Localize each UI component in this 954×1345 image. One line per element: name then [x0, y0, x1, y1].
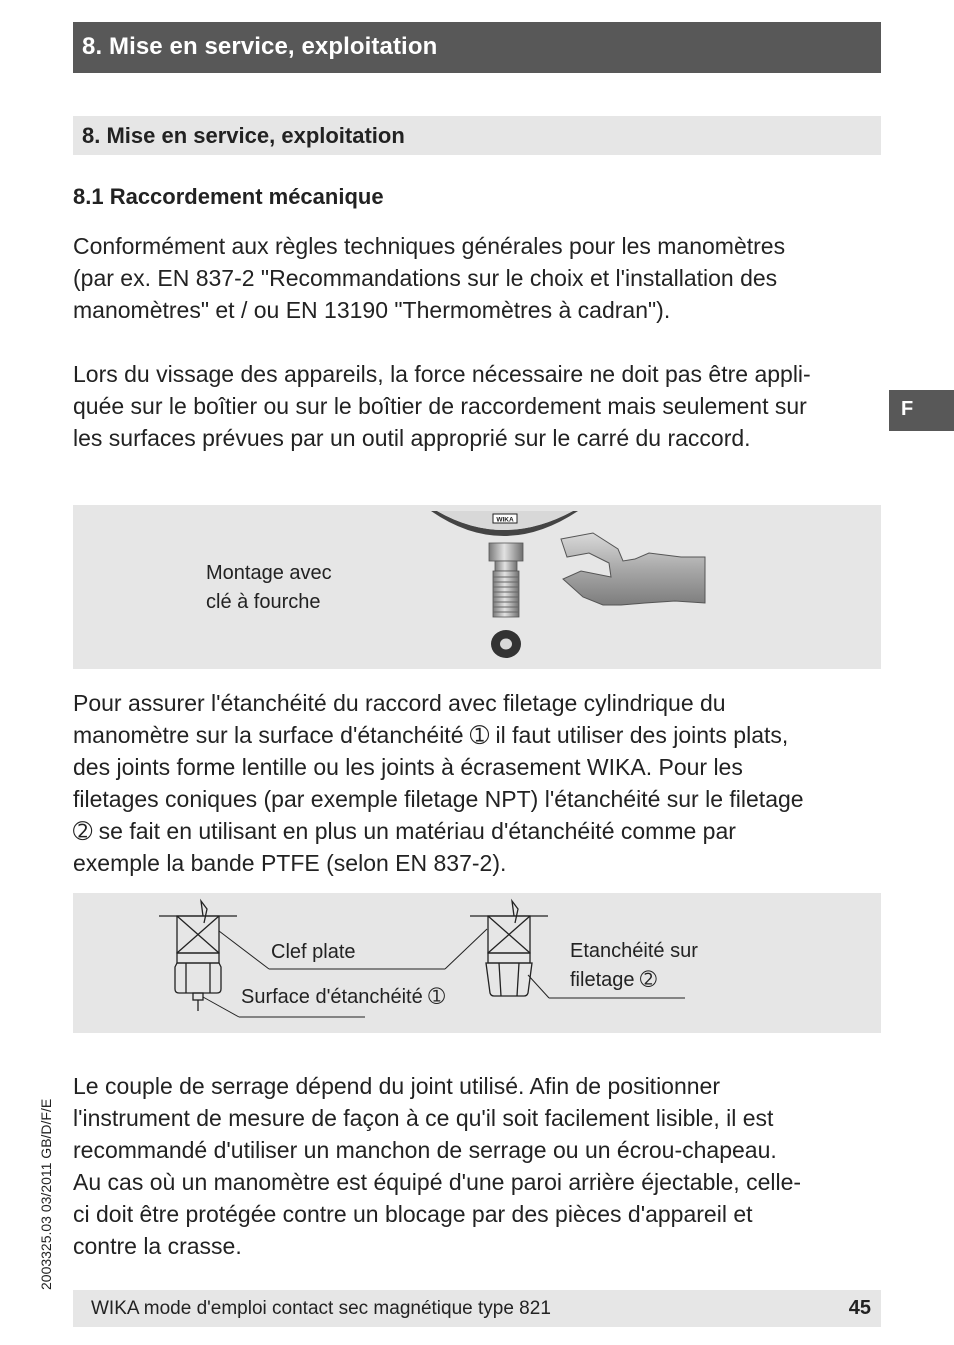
label-clef-plate: Clef plate [271, 941, 356, 963]
chapter-title: 8. Mise en service, exploitation [82, 33, 438, 60]
paragraph-sealing: Pour assurer l'étanchéité du raccord avec filetage cylindrique du manomètre sur la surface d'étanchéité ➀ il faut utiliser des joints plats, des joints forme lentille ou les joints à écrasement WIKA. Pour les filetages coniques (par exemple filetage NPT) l'étanchéité sur le filetage ➁ se fait en utilisant en plus un matériau d'étanchéité comme par exemple la bande PTFE (selon EN 837-2). [73, 690, 804, 876]
language-tab-f: F [889, 390, 954, 431]
paragraph-torque: Le couple de serrage dépend du joint utilisé. Afin de positionner l'instrument de mesure de façon à ce qu'il soit facilement lisible, il est recommandé d'utiliser un manchon de serrage ou un écrou-chapeau. Au cas où un manomètre est équipé d'une paroi arrière éjectable, celle- ci doit être protégée contre un blocage par des pièces d'appareil et contre la crasse. [73, 1073, 802, 1259]
gauge-and-wrench-illustration [413, 505, 713, 669]
footer-text: WIKA mode d'emploi contact sec magnétique type 821 [91, 1298, 551, 1319]
page-number: 45 [848, 1297, 871, 1319]
paragraph-screwing-force: Lors du vissage des appareils, la force nécessaire ne doit pas être appli- quée sur le boîtier ou sur le boîtier de raccordement mais seulement sur les surfaces prévues par un outil approprié sur le carré du raccord. [73, 361, 811, 451]
section-title: 8. Mise en service, exploitation [82, 123, 405, 148]
figure-sealing-diagram [73, 893, 881, 1033]
figure1-caption: Montage avec clé à fourche [206, 562, 332, 613]
open-end-wrench [561, 533, 705, 605]
svg-text:WIKA: WIKA [496, 516, 514, 524]
section-heading-bar [73, 116, 881, 155]
sealing-line-drawing [73, 893, 881, 1033]
subsection-title: 8.1 Raccordement mécanique [73, 184, 384, 209]
paragraph-standards: Conformément aux règles techniques générales pour les manomètres (par ex. EN 837-2 "Recommandations sur le choix et l'installation des manomètres" et / ou EN 13190 "Thermomètres à cadran"). [73, 233, 786, 323]
figure-wrench-mounting [73, 505, 881, 669]
label-etancheite-filetage: Etanchéité sur filetage ➁ [570, 940, 698, 991]
label-surface-etancheite: Surface d'étanchéité ➀ [241, 986, 446, 1008]
document-reference: 2003325.03 03/2011 GB/D/F/E [38, 1098, 54, 1290]
footer-bar [73, 1290, 881, 1327]
chapter-header-bar [73, 22, 881, 73]
